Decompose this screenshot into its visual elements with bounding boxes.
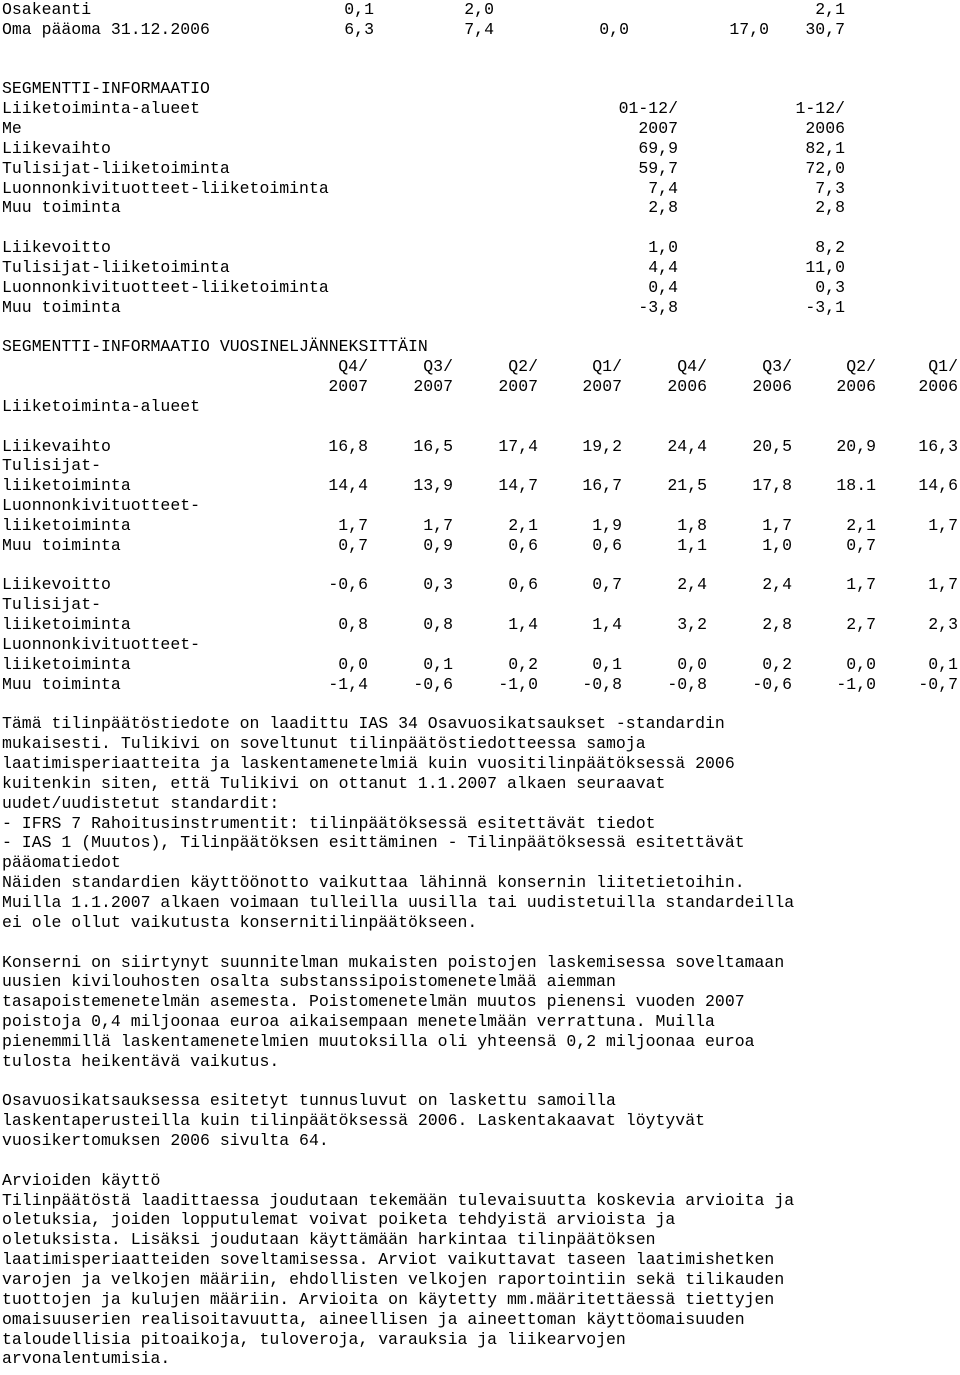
value-cell: 0,8 <box>423 615 453 635</box>
value-cell: 16,3 <box>918 436 958 456</box>
value-cell: -0,8 <box>582 674 622 694</box>
value-cell: 2,4 <box>677 575 707 595</box>
value-cell: 0,0 <box>599 19 629 39</box>
text-line: poistoja 0,4 miljoonaa euroa aikaisempaan menetelmään verrattuna. Muilla <box>2 1012 715 1032</box>
value-cell: 20,9 <box>836 436 876 456</box>
table-row <box>2 516 958 536</box>
value-cell: 30,7 <box>805 19 845 39</box>
row-label: Liikevoitto <box>2 575 111 595</box>
quarterly-header-quarters: Q4/ Q3/ Q2/ Q1/ Q4/ Q3/ Q2/ Q1/ <box>338 357 958 377</box>
table-row <box>2 615 958 635</box>
segment-info-title: SEGMENTTI-INFORMAATIO <box>2 79 210 99</box>
paragraph <box>2 1171 958 1369</box>
row-label: liiketoiminta <box>2 515 131 535</box>
row-label: liiketoiminta <box>2 654 131 674</box>
row-label: Oma pääoma 31.12.2006 <box>2 19 210 39</box>
text-line: vuosikertomuksen 2006 sivulta 64. <box>2 1131 329 1151</box>
header-label: Liiketoiminta-alueet <box>2 99 201 119</box>
paragraph <box>2 1091 958 1151</box>
value-cell: 1,4 <box>508 615 538 635</box>
row-label: Muu toiminta <box>2 674 121 694</box>
text-line: kuitenkin siten, että Tulikivi on ottanut 1.1.2007 alkaen seuraavat <box>2 773 666 793</box>
value-cell: 0,0 <box>677 654 707 674</box>
value-cell: 1,7 <box>928 575 958 595</box>
text-line: omaisuuserien realisoitavuutta, aineellisen ja aineettoman käyttöomaisuuden <box>2 1309 745 1329</box>
value-cell: 6,3 <box>344 19 374 39</box>
table-row <box>2 476 958 496</box>
equity-row-total <box>2 20 958 40</box>
value-cell: 14,6 <box>918 476 958 496</box>
table-row: Muu toiminta -3,8 -3,1 <box>2 297 845 317</box>
value-cell: 1,0 <box>762 535 792 555</box>
quarterly-profit-block <box>2 575 958 694</box>
quarterly-title: SEGMENTTI-INFORMAATIO VUOSINELJÄNNEKSITTÄIN <box>2 337 428 357</box>
value-cell: 13,9 <box>413 476 453 496</box>
value-cell: 0,1 <box>928 654 958 674</box>
quarterly-area-label: Liiketoiminta-alueet <box>2 396 201 416</box>
table-row: Tulisijat-liiketoiminta 4,4 11,0 <box>2 257 845 277</box>
text-line: pienemmillä laskentamenetelmien muutoksilla oli yhteensä 0,2 miljoonaa euroa <box>2 1031 755 1051</box>
table-row <box>2 675 958 695</box>
header-col1: 2007 <box>638 119 678 139</box>
value-cell: 17,4 <box>498 436 538 456</box>
text-line: tuottojen ja kulujen määriin. Arvioita on käytetty mm.määritettäessä tiettyjen <box>2 1289 775 1309</box>
row-label: Muu toiminta <box>2 535 121 555</box>
value-cell: 0,7 <box>846 535 876 555</box>
table-row: Liikevaihto 69,9 82,1 <box>2 138 845 158</box>
text-line: ei ole ollut vaikutusta konsernitilinpäätökseen. <box>2 912 478 932</box>
value-cell: -1,0 <box>836 674 876 694</box>
value-cell: 2,3 <box>928 615 958 635</box>
table-row-label-line: Luonnonkivituotteet- <box>2 635 201 654</box>
table-row: Luonnonkivituotteet-liiketoiminta 7,4 7,3 <box>2 178 845 198</box>
value-cell: 0,6 <box>592 535 622 555</box>
value-cell: 14,7 <box>498 476 538 496</box>
value-cell: 0,9 <box>423 535 453 555</box>
quarterly-revenue-block <box>2 437 958 556</box>
text-line: Muilla 1.1.2007 alkaen voimaan tulleilla uusilla tai uudistetuilla standardeilla <box>2 892 795 912</box>
table-row: Liikevoitto 1,0 8,2 <box>2 238 845 258</box>
value-cell: 0,1 <box>592 654 622 674</box>
value-cell: 0,7 <box>592 575 622 595</box>
table-row-label-line: Luonnonkivituotteet- <box>2 496 201 516</box>
value-cell: 2,7 <box>846 615 876 635</box>
header-col2: 2006 <box>805 119 845 139</box>
table-row-label-line: Tulisijat- <box>2 595 102 615</box>
value-cell: 2,1 <box>846 515 876 535</box>
segment-info-header-1 <box>2 99 958 119</box>
value-cell: 14,4 <box>328 476 368 496</box>
table-row <box>2 536 958 556</box>
text-line: uudet/uudistetut standardit: <box>2 793 280 813</box>
text-line: Tilinpäätöstä laadittaessa joudutaan tekemään tulevaisuutta koskevia arvioita ja <box>2 1190 795 1210</box>
value-cell: 2,1 <box>508 515 538 535</box>
notes-text <box>2 714 958 1369</box>
row-label: Osakeanti <box>2 0 92 19</box>
text-line: Osavuosikatsauksessa esitetyt tunnusluvut on laskettu samoilla <box>2 1091 616 1111</box>
value-cell: 2,1 <box>815 0 845 19</box>
value-cell: -0,8 <box>667 674 707 694</box>
paragraph <box>2 953 958 1072</box>
text-line: tasapoistemenetelmän asemesta. Poistomenetelmän muutos pienensi vuoden 2007 <box>2 992 745 1012</box>
text-line: mukaisesti. Tulikivi on soveltunut tilinpäätöstiedotteessa samoja <box>2 734 646 754</box>
value-cell: 19,2 <box>582 436 622 456</box>
value-cell: 0,7 <box>338 535 368 555</box>
text-line: Tämä tilinpäätöstiedote on laadittu IAS 34 Osavuosikatsaukset -standardin <box>2 714 725 734</box>
value-cell: 21,5 <box>667 476 707 496</box>
value-cell: 24,4 <box>667 436 707 456</box>
segment-info-header-2 <box>2 119 958 139</box>
value-cell: 18.1 <box>836 476 876 496</box>
value-cell: -1,4 <box>328 674 368 694</box>
text-line: taloudellisia pitoaikoja, tuloveroja, varauksia ja liikearvojen <box>2 1329 626 1349</box>
value-cell: 17,0 <box>729 19 769 39</box>
text-line: oletuksista. Lisäksi joudutaan käyttämään harkintaa tilinpäätöksen <box>2 1230 656 1250</box>
text-line: laskentaperusteilla kuin tilinpäätöksessä 2006. Laskentakaavat löytyvät <box>2 1111 706 1131</box>
table-row: Tulisijat-liiketoiminta 59,7 72,0 <box>2 158 845 178</box>
document <box>2 0 958 1369</box>
value-cell: 0,1 <box>344 0 374 19</box>
value-cell: 0,8 <box>338 615 368 635</box>
value-cell: 1,8 <box>677 515 707 535</box>
value-cell: -0,6 <box>413 674 453 694</box>
value-cell: 0,6 <box>508 575 538 595</box>
text-line: Konserni on siirtynyt suunnitelman mukaisten poistojen laskemisessa soveltamaan <box>2 952 785 972</box>
text-line: arvonalentumisia. <box>2 1349 171 1369</box>
value-cell: -1,0 <box>498 674 538 694</box>
value-cell: 1,7 <box>423 515 453 535</box>
value-cell: 1,7 <box>762 515 792 535</box>
value-cell: 2,4 <box>762 575 792 595</box>
value-cell: 2,0 <box>464 0 494 19</box>
value-cell: 1,9 <box>592 515 622 535</box>
table-row <box>2 437 958 457</box>
text-line: tulosta heikentävä vaikutus. <box>2 1051 280 1071</box>
value-cell: 0,2 <box>508 654 538 674</box>
text-line: pääomatiedot <box>2 853 121 873</box>
text-line: uusien kivilouhosten osalta substanssipoistomenetelmää aiemman <box>2 972 616 992</box>
value-cell: -0,7 <box>918 674 958 694</box>
row-label: liiketoiminta <box>2 615 131 635</box>
value-cell: 0,6 <box>508 535 538 555</box>
value-cell: 1,7 <box>846 575 876 595</box>
row-label: Liikevaihto <box>2 436 111 456</box>
table-row <box>2 655 958 675</box>
text-line: laatimisperiaatteita ja laskentamenetelmiä kuin vuositilinpäätöksessä 2006 <box>2 754 735 774</box>
header-col1: 01-12/ <box>618 99 678 119</box>
unit-label: Me <box>2 119 22 139</box>
value-cell: 16,5 <box>413 436 453 456</box>
header-col2: 1-12/ <box>795 99 845 119</box>
text-line: Arvioiden käyttö <box>2 1170 161 1190</box>
table-row: Muu toiminta 2,8 2,8 <box>2 198 845 218</box>
value-cell: 1,1 <box>677 535 707 555</box>
equity-row-share-issue <box>2 0 958 20</box>
value-cell: 0,2 <box>762 654 792 674</box>
value-cell: 0,0 <box>846 654 876 674</box>
table-row: Luonnonkivituotteet-liiketoiminta 0,4 0,3 <box>2 277 845 297</box>
table-row-label-line: Tulisijat- <box>2 456 102 476</box>
value-cell: 3,2 <box>677 615 707 635</box>
value-cell: 7,4 <box>464 19 494 39</box>
value-cell: -0,6 <box>752 674 792 694</box>
quarterly-header-years: 2007 2007 2007 2007 2006 2006 2006 2006 <box>328 377 958 397</box>
value-cell: 0,3 <box>423 575 453 595</box>
text-line: Näiden standardien käyttöönotto vaikuttaa lähinnä konsernin liitetietoihin. <box>2 873 745 893</box>
value-cell: -0,6 <box>328 575 368 595</box>
text-line: - IFRS 7 Rahoitusinstrumentit: tilinpäätöksessä esitettävät tiedot <box>2 813 656 833</box>
text-line: oletuksia, joiden lopputulemat voivat poiketa tehdyistä arvioista ja <box>2 1210 676 1230</box>
value-cell: 0,1 <box>423 654 453 674</box>
text-line: laatimisperiaatteiden soveltamisessa. Arviot vaikuttavat taseen laatimishetken <box>2 1250 775 1270</box>
value-cell: 20,5 <box>752 436 792 456</box>
value-cell: 1,4 <box>592 615 622 635</box>
paragraph <box>2 714 958 932</box>
value-cell: 1,7 <box>928 515 958 535</box>
value-cell: 0,0 <box>338 654 368 674</box>
value-cell: 17,8 <box>752 476 792 496</box>
value-cell: 16,8 <box>328 436 368 456</box>
value-cell: 1,7 <box>338 515 368 535</box>
value-cell: 2,8 <box>762 615 792 635</box>
row-label: liiketoiminta <box>2 476 131 496</box>
value-cell: 16,7 <box>582 476 622 496</box>
text-line: - IAS 1 (Muutos), Tilinpäätöksen esittäminen - Tilinpäätöksessä esitettävät <box>2 833 745 853</box>
table-row <box>2 575 958 595</box>
text-line: varojen ja velkojen määriin, ehdollisten velkojen raportointiin sekä tilikauden <box>2 1270 785 1289</box>
